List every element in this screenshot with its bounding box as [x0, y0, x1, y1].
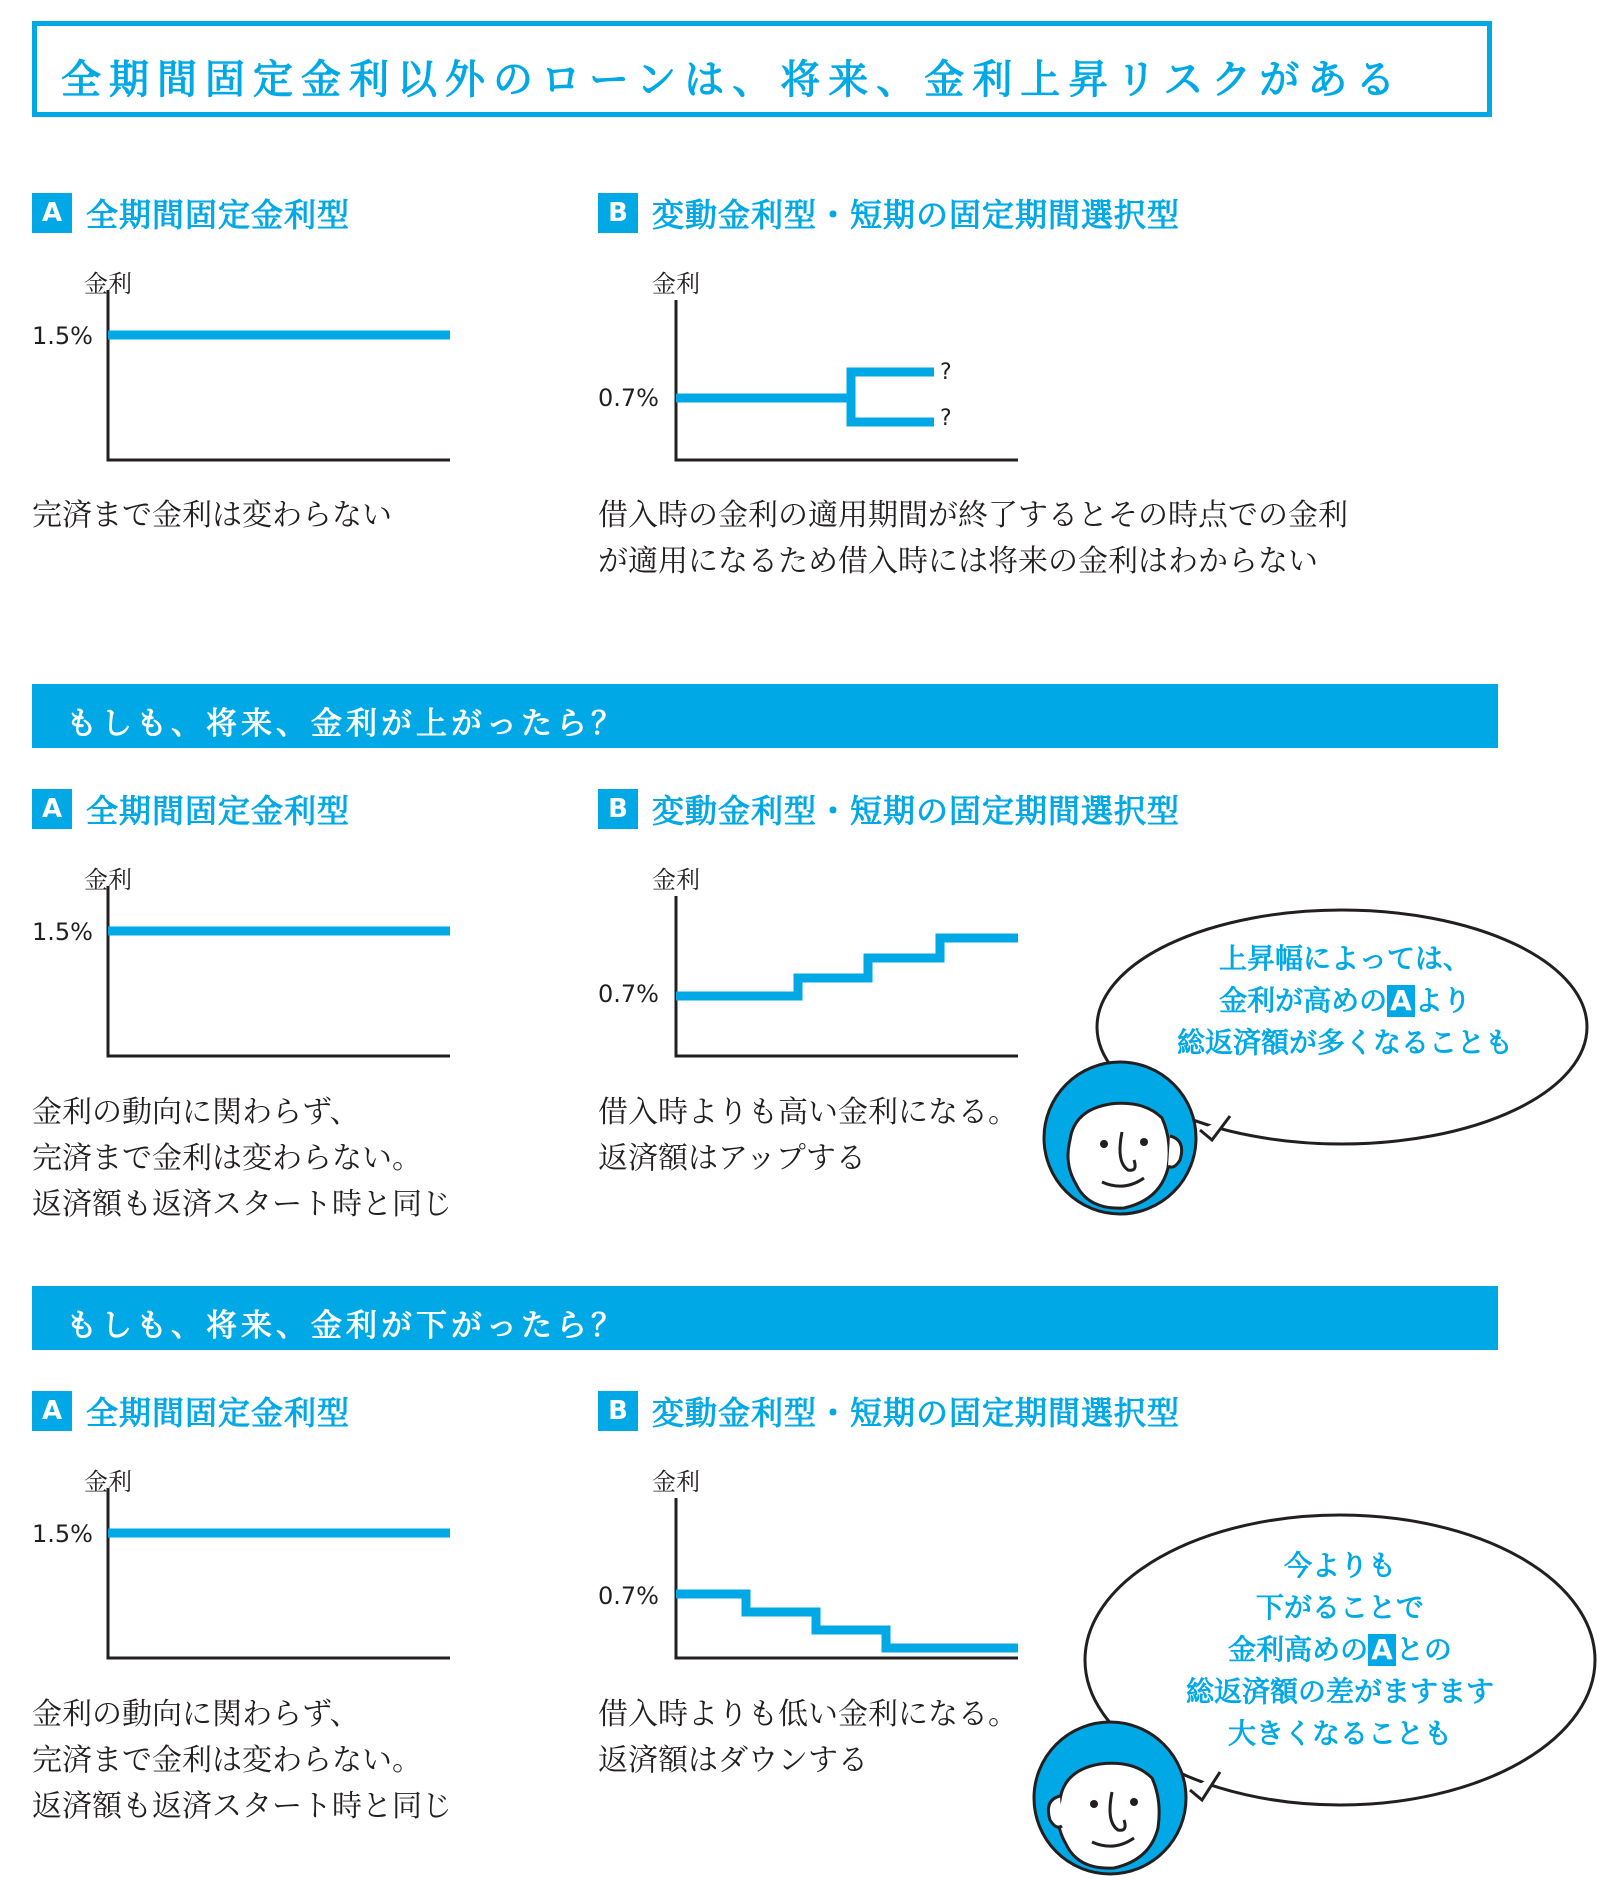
bubble-line: 上昇幅によっては、: [1218, 942, 1471, 975]
bubble-line: 大きくなることも: [1227, 1717, 1452, 1750]
chart-a-2: [100, 886, 460, 1066]
y-tick-label: 0.7%: [598, 384, 659, 412]
badge-b: B: [598, 193, 638, 233]
heading-b-2: [598, 786, 1181, 830]
desc-line: 完済まで金利は変わらない。: [32, 1141, 422, 1176]
heading-b-1: [598, 190, 1181, 234]
eye: [1100, 1140, 1108, 1148]
bubble-line: 総返済額が多くなることも: [1176, 1026, 1513, 1059]
desc-b-3: [598, 1692, 1018, 1784]
inline-badge-a: A: [1387, 985, 1415, 1017]
branch-line: [851, 372, 934, 422]
ear: [1048, 1796, 1062, 1827]
bubble-text-post: との: [1395, 1633, 1452, 1666]
axis-line: [108, 886, 450, 1056]
desc-line: 返済額も返済スタート時と同じ: [32, 1187, 452, 1222]
axis-line: [108, 1488, 450, 1658]
heading-a-text: 全期間固定金利型: [86, 792, 351, 830]
heading-b-text: 変動金利型・短期の固定期間選択型: [652, 1394, 1181, 1432]
eye: [1140, 1138, 1148, 1146]
heading-b-3: [598, 1388, 1181, 1432]
y-axis-label: 金利: [652, 270, 700, 298]
heading-b-text: 変動金利型・短期の固定期間選択型: [652, 792, 1181, 830]
badge-a: A: [32, 1391, 72, 1431]
banner-rate-down: [32, 1286, 1498, 1350]
face: [1068, 1103, 1169, 1208]
y-axis-label: 金利: [652, 866, 700, 894]
desc-line: 完済まで金利は変わらない。: [32, 1743, 422, 1778]
page-title: 全期間固定金利以外のローンは、将来、金利上昇リスクがある: [61, 57, 1404, 103]
heading-a-3: [32, 1388, 351, 1432]
heading-a-2: [32, 786, 351, 830]
desc-a-1: [32, 493, 392, 539]
heading-a-1: [32, 190, 351, 234]
desc-b-1: [598, 493, 1348, 585]
chart-b-1: [668, 290, 1028, 470]
desc-line: 返済額も返済スタート時と同じ: [32, 1789, 452, 1824]
y-axis-label: 金利: [84, 866, 132, 894]
bubble-line: 総返済額の差がますます: [1185, 1675, 1494, 1708]
y-tick-label: 1.5%: [32, 322, 93, 350]
badge-a: A: [32, 193, 72, 233]
desc-line: 借入時の金利の適用期間が終了するとその時点での金利: [598, 498, 1348, 533]
badge-a: A: [32, 789, 72, 829]
desc-line: 金利の動向に関わらず、: [32, 1095, 360, 1130]
bubble-line: 下がることで: [1255, 1591, 1424, 1624]
bubble-text-up: [1140, 938, 1550, 1064]
axis-line: [108, 290, 450, 460]
chart-b-2: [668, 886, 1028, 1066]
y-tick-label: 1.5%: [32, 918, 93, 946]
character-face-icon: [1030, 1720, 1200, 1880]
question-mark-up: ?: [940, 360, 952, 385]
rate-step-line: [676, 938, 1018, 996]
title-box: [32, 21, 1492, 117]
heading-b-text: 変動金利型・短期の固定期間選択型: [652, 196, 1181, 234]
desc-line: 借入時よりも低い金利になる。: [598, 1697, 1018, 1732]
y-axis-label: 金利: [84, 270, 132, 298]
desc-line: 返済額はアップする: [598, 1141, 866, 1176]
badge-b: B: [598, 1391, 638, 1431]
y-axis-label: 金利: [84, 1468, 132, 1496]
y-tick-label: 0.7%: [598, 1582, 659, 1610]
desc-line: が適用になるため借入時には将来の金利はわからない: [598, 544, 1318, 579]
eye: [1130, 1798, 1138, 1806]
chart-a-1: [100, 290, 460, 470]
y-axis-label: 金利: [652, 1468, 700, 1496]
y-tick-label: 0.7%: [598, 980, 659, 1008]
banner-text: もしも、将来、金利が下がったら？: [66, 1308, 626, 1344]
desc-a-3: [32, 1692, 452, 1830]
bubble-text-post: より: [1414, 984, 1471, 1017]
desc-line: 返済額はダウンする: [598, 1743, 868, 1778]
heading-a-text: 全期間固定金利型: [86, 1394, 351, 1432]
character-face-icon: [1040, 1060, 1210, 1220]
y-tick-label: 1.5%: [32, 1520, 93, 1548]
heading-a-text: 全期間固定金利型: [86, 196, 351, 234]
eye: [1090, 1800, 1098, 1808]
desc-line: 借入時よりも高い金利になる。: [598, 1095, 1018, 1130]
desc-line: 金利の動向に関わらず、: [32, 1697, 360, 1732]
inline-badge-a: A: [1368, 1634, 1396, 1666]
desc-line: 完済まで金利は変わらない: [32, 498, 392, 533]
bubble-line: 今よりも: [1283, 1549, 1396, 1582]
badge-b: B: [598, 789, 638, 829]
desc-b-2: [598, 1090, 1018, 1182]
face: [1058, 1763, 1159, 1868]
desc-a-2: [32, 1090, 452, 1228]
chart-a-3: [100, 1488, 460, 1668]
question-mark-down: ?: [940, 406, 952, 431]
bubble-line: [1130, 1629, 1550, 1671]
banner-rate-up: [32, 684, 1498, 748]
rate-step-line: [676, 1594, 1018, 1648]
bubble-line: [1140, 980, 1550, 1022]
ear: [1168, 1136, 1182, 1167]
bubble-text-pre: 金利高めの: [1228, 1633, 1369, 1666]
banner-text: もしも、将来、金利が上がったら？: [66, 706, 626, 742]
bubble-text-pre: 金利が高めの: [1219, 984, 1388, 1017]
chart-b-3: [668, 1488, 1028, 1668]
